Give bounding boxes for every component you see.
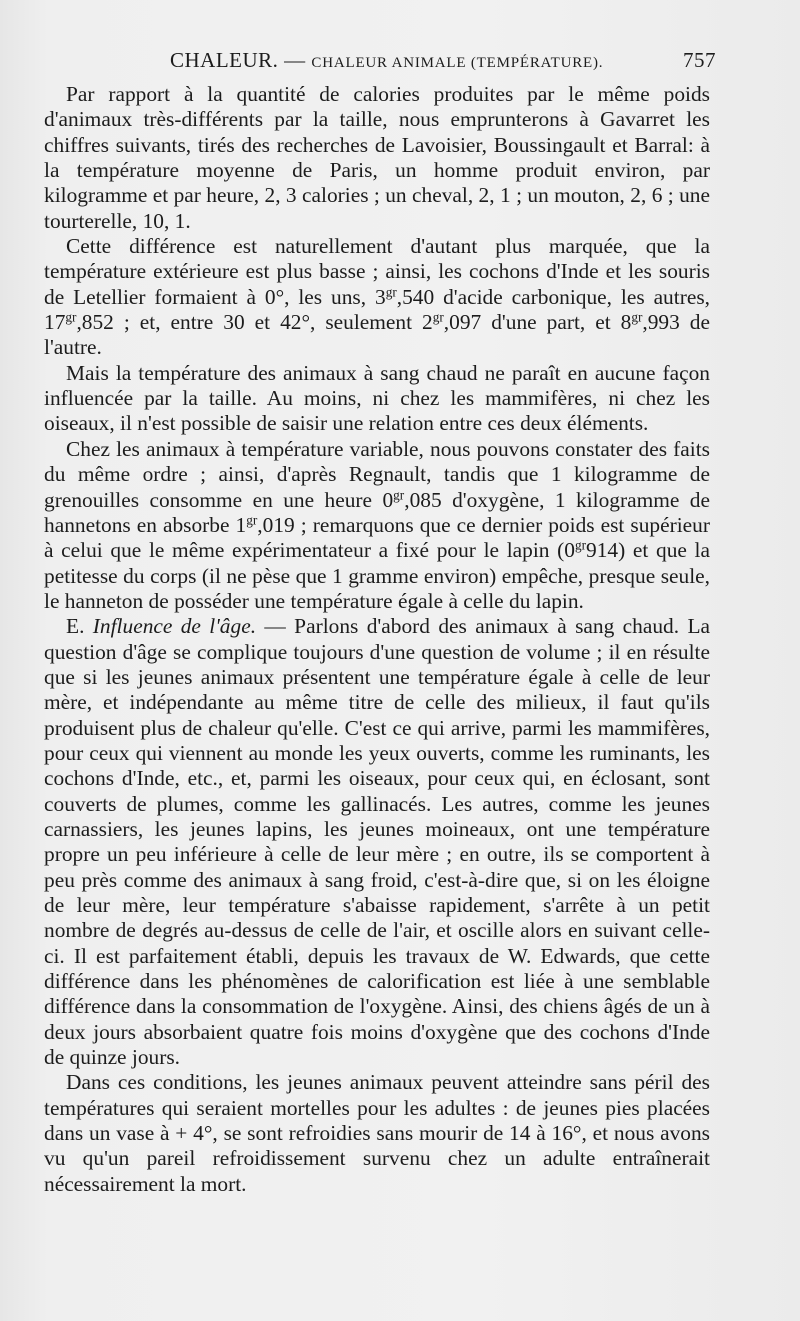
- page-number: 757: [683, 48, 716, 72]
- p2-text-b: ,540 d'acide carbonique, les autres, 17: [44, 284, 710, 335]
- paragraph-influence-of-age: [44, 614, 710, 1070]
- p4-unit-1: gr: [393, 487, 405, 503]
- p4-text-d: 914) et que la petitesse du corps (il ne pèse que 1 gramme environ) empêche, presque seule, le hanneton de posséder une température égale à celle du lapin.: [44, 538, 710, 613]
- p2-unit-1: gr: [385, 284, 397, 300]
- p2-unit-4: gr: [631, 309, 643, 325]
- paragraph-young-animals: Dans ces conditions, les jeunes animaux peuvent atteindre sans péril des températures qui seraient mortelles pour les adultes : de jeunes pies placées dans un vase à + 4°, se sont refroidies sans mourir de 14 à 16°, et nous avons vu qu'un pareil refroidissement survenu chez un adulte entraînerait nécessairement la mort.: [44, 1070, 710, 1196]
- running-header: [170, 48, 716, 74]
- p2-text-a: Cette différence est naturellement d'autant plus marquée, que la température extérieure est plus basse ; ainsi, les cochons d'Inde et les souris de Letellier formaient à 0°, les uns, 3: [44, 234, 710, 309]
- p2-text-d: ,097 d'une part, et 8: [443, 310, 632, 335]
- running-title-main: CHALEUR.: [170, 48, 279, 72]
- p2-unit-2: gr: [65, 309, 77, 325]
- paragraph-temperature-difference: [44, 234, 710, 361]
- section-heading: Influence de l'âge.: [92, 614, 257, 639]
- paragraph-warm-blooded-size: Mais la température des animaux à sang chaud ne paraît en aucune façon influencée par la taille. Au moins, ni chez les mammifères, ni chez les oiseaux, il n'est possible de saisir une relation entre ces deux éléments.: [44, 360, 710, 436]
- p4-text-b: ,085 d'oxygène, 1 kilogramme de hannetons en absorbe 1: [44, 487, 710, 537]
- running-title: [170, 48, 603, 73]
- p4-text-a: Chez les animaux à température variable, nous pouvons constater des faits du même ordre ; ainsi, d'après Regnault, tandis que 1 kilogramme de grenouilles consomme en une heure 0: [44, 436, 710, 512]
- paragraph-variable-temperature: [44, 437, 710, 614]
- p4-unit-2: gr: [246, 512, 258, 528]
- p4-text-c: ,019 ; remarquons que ce dernier poids est supérieur à celui que le même expérimentateur a fixé pour le lapin (0: [44, 512, 710, 563]
- running-title-subject: CHALEUR ANIMALE (TEMPÉRATURE).: [311, 55, 604, 71]
- running-title-dash: —: [284, 48, 306, 72]
- p2-text-c: ,852 ; et, entre 30 et 42°, seulement 2: [76, 310, 433, 335]
- section-label: E.: [66, 614, 85, 639]
- p5-text: — Parlons d'abord des animaux à sang chaud. La question d'âge se complique toujours d'une question de volume ; il en résulte que si les jeunes animaux présentent une température égale à celle de leur mère, et indépendante au même titre de celle des milieux, il faut qu'ils produisent plus de chaleur qu'elle. C'est ce qui arrive, parmi les mammifères, pour ceux qui viennent au monde les yeux ouverts, comme les ruminants, les cochons d'Inde, etc., et, parmi les oiseaux, pour ceux qui, en éclosant, sont couverts de plumes, comme les gallinacés. Les autres, comme les jeunes carnassiers, les jeunes lapins, les jeunes moineaux, ont une température propre un peu inférieure à celle de leur mère ; en outre, ils se comportent à peu près comme des animaux à sang froid, c'est-à-dire que, si on les éloigne de leur mère, leur température s'abaisse rapidement, s'arrête à un petit nombre de degrés au-dessus de celle de l'air, et oscille alors en suivant celle-ci. Il est parfaitement établi, depuis les travaux de W. Edwards, que cette différence dans les phénomènes de calorification est liée à une semblable différence dans la consommation de l'oxygène. Ainsi, des chiens âgés de un à deux jours absorbaient quatre fois moins d'oxygène que des cochons d'Inde de quinze jours.: [44, 614, 710, 1070]
- paragraph-calories: Par rapport à la quantité de calories produites par le même poids d'animaux très-différents par la taille, nous emprunterons à Gavarret les chiffres suivants, tirés des recherches de Lavoisier, Boussingault et Barral: à la température moyenne de Paris, un homme produit environ, par kilogramme et par heure, 2, 3 calories ; un cheval, 2, 1 ; un mouton, 2, 6 ; une tourterelle, 10, 1.: [44, 82, 710, 233]
- p2-unit-3: gr: [432, 309, 444, 325]
- p4-unit-3: gr: [574, 537, 587, 553]
- text-body: [44, 82, 710, 1197]
- p2-text-e: ,993 de l'autre.: [44, 310, 710, 360]
